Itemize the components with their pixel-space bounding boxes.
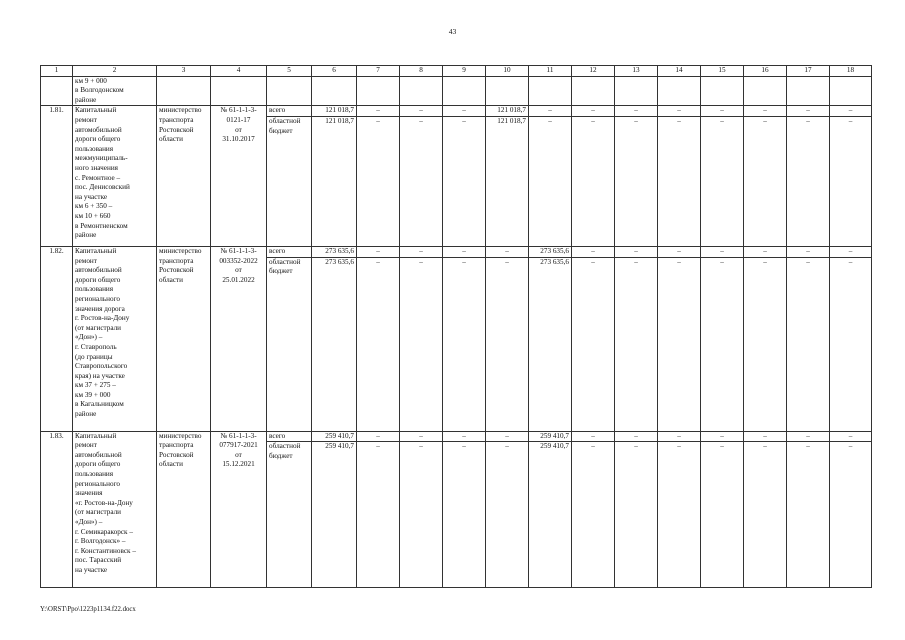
empty-cell [443,76,486,106]
empty-cell [572,76,615,106]
value-cell: 273 635,6 [312,257,357,431]
value-cell: – [529,116,572,246]
value-cell: 273 635,6 [529,246,572,257]
value-cell: 273 635,6 [529,257,572,431]
value-cell: – [787,442,830,588]
empty-cell [312,76,357,106]
budget-table [40,65,872,588]
value-cell: – [830,257,872,431]
header-col-4: 4 [211,66,267,77]
value-cell: – [744,431,787,442]
value-cell: – [572,431,615,442]
header-col-11: 11 [529,66,572,77]
empty-cell [267,76,312,106]
value-cell: – [658,106,701,117]
table-row [41,246,872,257]
executor: министерство транспорта Ростовской области [157,431,211,588]
value-cell: – [486,431,529,442]
object-name: км 9 + 000 в Волгодонском районе [73,76,157,106]
page-number: 43 [448,27,457,36]
empty-cell [400,76,443,106]
value-cell: 259 410,7 [529,431,572,442]
value-cell: – [615,106,658,117]
funding-source: областной бюджет [267,442,312,588]
row-number: 1.83. [41,431,73,588]
header-col-7: 7 [357,66,400,77]
empty-cell [787,76,830,106]
value-cell: – [701,106,744,117]
value-cell: – [830,106,872,117]
value-cell: – [572,257,615,431]
value-cell: – [572,106,615,117]
header-col-18: 18 [830,66,872,77]
header-col-10: 10 [486,66,529,77]
value-cell: 121 018,7 [486,116,529,246]
empty-cell [830,76,872,106]
value-cell: – [658,257,701,431]
value-cell: – [701,431,744,442]
value-cell: – [658,442,701,588]
value-cell: – [443,116,486,246]
footer-path: Y:\ORST\Ppo\1223p1134.f22.docx [40,606,136,613]
executor: министерство транспорта Ростовской области [157,246,211,431]
row-number [41,76,73,106]
value-cell: – [615,246,658,257]
empty-cell [529,76,572,106]
value-cell: – [357,431,400,442]
value-cell: – [486,257,529,431]
header-col-13: 13 [615,66,658,77]
value-cell: – [357,442,400,588]
value-cell: – [443,257,486,431]
value-cell: – [443,246,486,257]
value-cell: – [400,257,443,431]
value-cell: – [830,431,872,442]
empty-cell [744,76,787,106]
value-cell: 273 635,6 [312,246,357,257]
value-cell: – [486,246,529,257]
document-number: № 61-1-1-3- 003352-2022 от 25.01.2022 [211,246,267,431]
value-cell: – [443,106,486,117]
value-cell: – [572,116,615,246]
row-number: 1.82. [41,246,73,431]
value-cell: – [830,246,872,257]
value-cell: 121 018,7 [312,106,357,117]
header-col-9: 9 [443,66,486,77]
executor: министерство транспорта Ростовской области [157,106,211,247]
funding-source: областной бюджет [267,116,312,246]
empty-cell [157,76,211,106]
header-col-1: 1 [41,66,73,77]
funding-source: областной бюджет [267,257,312,431]
value-cell: – [400,442,443,588]
row-number: 1.81. [41,106,73,247]
header-col-16: 16 [744,66,787,77]
funding-source: всего [267,246,312,257]
empty-cell [658,76,701,106]
value-cell: – [787,257,830,431]
header-col-3: 3 [157,66,211,77]
value-cell: 121 018,7 [312,116,357,246]
empty-cell [701,76,744,106]
value-cell: – [443,431,486,442]
header-col-15: 15 [701,66,744,77]
value-cell: – [529,106,572,117]
value-cell: – [744,246,787,257]
empty-cell [615,76,658,106]
value-cell: 259 410,7 [529,442,572,588]
value-cell: – [615,431,658,442]
value-cell: – [744,257,787,431]
empty-cell [211,76,267,106]
header-col-14: 14 [658,66,701,77]
table-row [41,106,872,117]
document-number: № 61-1-1-3- 077917-2021 от 15.12.2021 [211,431,267,588]
value-cell: – [658,116,701,246]
value-cell: – [486,442,529,588]
value-cell: 121 018,7 [486,106,529,117]
value-cell: 259 410,7 [312,431,357,442]
value-cell: – [744,106,787,117]
funding-source: всего [267,106,312,117]
value-cell: – [400,116,443,246]
value-cell: – [572,442,615,588]
value-cell: – [787,116,830,246]
header-col-2: 2 [73,66,157,77]
funding-source: всего [267,431,312,442]
header-col-17: 17 [787,66,830,77]
value-cell: – [787,106,830,117]
value-cell: – [701,257,744,431]
value-cell: – [701,246,744,257]
object-name: Капитальный ремонт автомобильной дороги общего пользования регионального значения дорога г. Ростов-на-Дону (от магистрали «Дон») – г. Ставрополь (до границы Ставропольского края) на участке км 37 + 275 – км 39 + 000 в Кагальницком районе [73,246,157,431]
value-cell: – [357,106,400,117]
value-cell: – [701,116,744,246]
header-col-8: 8 [400,66,443,77]
value-cell: – [701,442,744,588]
value-cell: – [830,442,872,588]
value-cell: – [658,431,701,442]
object-name: Капитальный ремонт автомобильной дороги общего пользования регионального значения «г. Ростов-на-Дону (от магистрали «Дон») – г. Семикаракорск – г. Волгодонск» – г. Константиновск – пос. Тарасский на участке [73,431,157,588]
value-cell: – [357,257,400,431]
table-row [41,431,872,442]
value-cell: – [615,442,658,588]
empty-cell [486,76,529,106]
object-name: Капитальный ремонт автомобильной дороги общего пользования межмуниципаль- ного значения с. Ремонтное – пос. Денисовский на участке км 6 + 350 – км 10 + 660 в Ремонтненском районе [73,106,157,247]
value-cell: – [400,431,443,442]
value-cell: – [744,116,787,246]
value-cell: – [357,246,400,257]
header-row [41,66,872,77]
value-cell: – [357,116,400,246]
value-cell: – [830,116,872,246]
value-cell: – [572,246,615,257]
value-cell: – [615,116,658,246]
value-cell: – [744,442,787,588]
value-cell: – [787,246,830,257]
value-cell: – [658,246,701,257]
table-row-continuation [41,76,872,106]
value-cell: – [400,106,443,117]
value-cell: – [787,431,830,442]
empty-cell [357,76,400,106]
value-cell: – [615,257,658,431]
header-col-12: 12 [572,66,615,77]
document-number: № 61-1-1-3- 0121-17 от 31.10.2017 [211,106,267,247]
header-col-6: 6 [312,66,357,77]
value-cell: 259 410,7 [312,442,357,588]
header-col-5: 5 [267,66,312,77]
value-cell: – [400,246,443,257]
value-cell: – [443,442,486,588]
